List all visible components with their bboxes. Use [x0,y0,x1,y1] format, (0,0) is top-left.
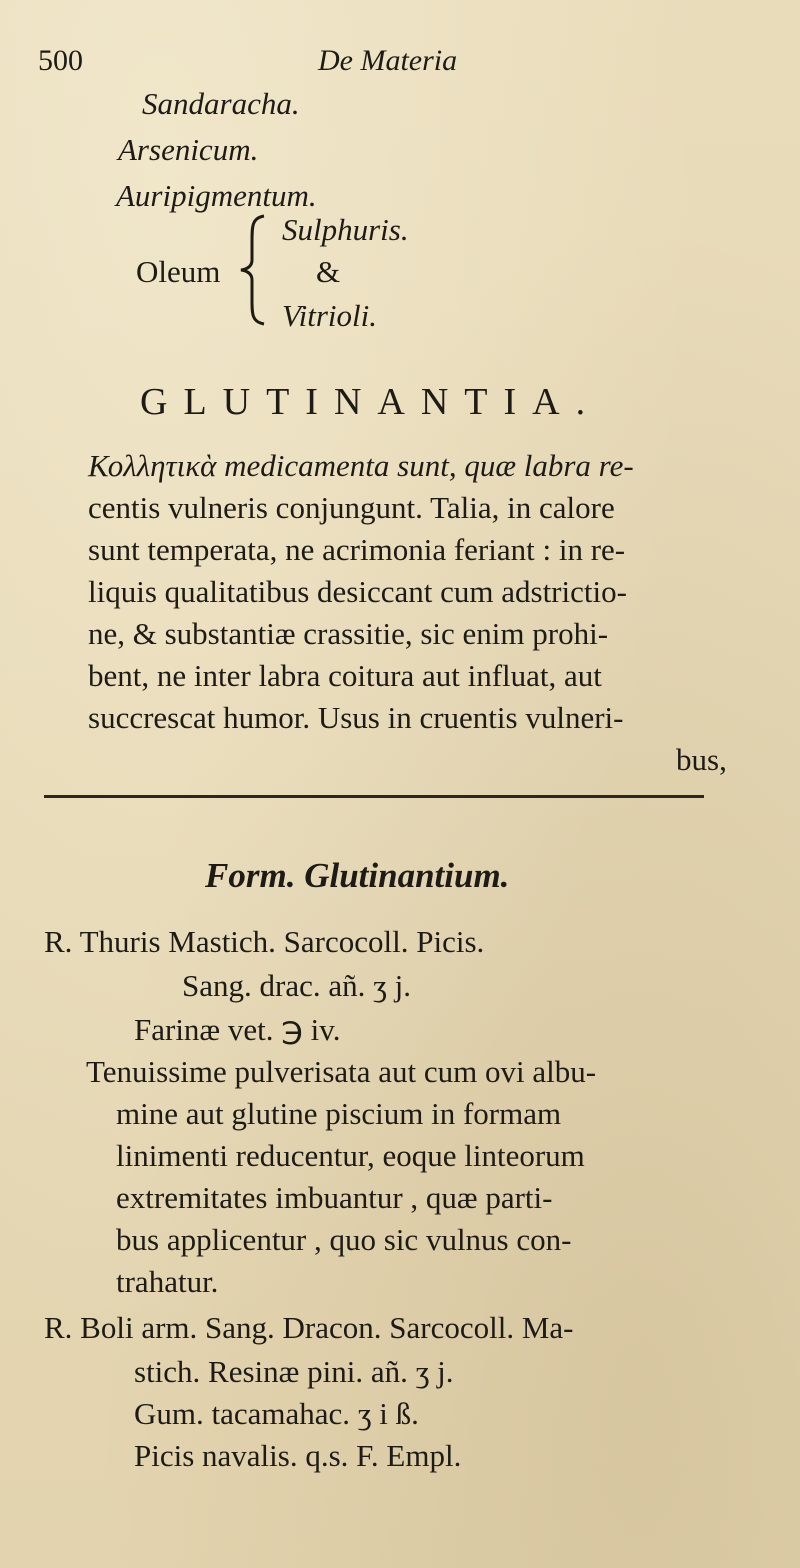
oleum-label: Oleum [136,254,221,289]
recipe-line: Sang. drac. añ. ʒ j. [182,968,411,1003]
paragraph-line: sunt temperata, ne acrimonia feriant : in re- [88,532,626,567]
running-title: De Materia [318,44,458,77]
oleum-option: & [316,254,341,289]
recipe-line: Tenuissime pulverisata aut cum ovi albu- [86,1054,597,1089]
page-number: 500 [38,44,83,77]
recipe-line: Gum. tacamahac. ʒ i ß. [134,1396,419,1431]
recipe-line: Picis navalis. q.s. F. Empl. [134,1438,462,1473]
recipe-line: extremitates imbuantur , quæ parti- [116,1180,553,1215]
list-item: Arsenicum. [118,132,259,167]
paragraph-line: succrescat humor. Usus in cruentis vulneri- [88,700,624,735]
paragraph-line: bent, ne inter labra coitura aut influat, aut [88,658,602,693]
paragraph-line: ne, & substantiæ crassitie, sic enim prohi- [88,616,609,651]
recipe-line: trahatur. [116,1264,219,1299]
formulas-title: Form. Glutinantium. [205,856,510,895]
section-heading: GLUTINANTIA. [140,381,602,423]
recipe-line: Farinæ vet. ℈ iv. [134,1012,341,1047]
recipe-line: mine aut glutine piscium in formam [116,1096,562,1131]
list-item: Auripigmentum. [116,178,317,213]
recipe-line: linimenti reducentur, eoque linteorum [116,1138,585,1173]
page-divider [44,795,704,798]
recipe-line: stich. Resinæ pini. añ. ʒ j. [134,1354,454,1389]
curly-brace-icon [238,212,268,328]
recipe-line: R. Boli arm. Sang. Dracon. Sarcocoll. Ma- [44,1310,574,1345]
oleum-option: Vitrioli. [282,298,378,333]
recipe-line: R. Thuris Mastich. Sarcocoll. Picis. [44,924,485,959]
list-item: Sandaracha. [142,86,300,121]
paragraph-line: centis vulneris conjungunt. Talia, in calore [88,490,615,525]
paragraph-line: Κολλητικὰ medicamenta sunt, quæ labra re- [88,448,634,483]
paragraph-line: liquis qualitatibus desiccant cum adstrictio- [88,574,627,609]
paragraph-line: bus, [676,742,727,777]
recipe-line: bus applicentur , quo sic vulnus con- [116,1222,572,1257]
oleum-option: Sulphuris. [282,212,409,247]
